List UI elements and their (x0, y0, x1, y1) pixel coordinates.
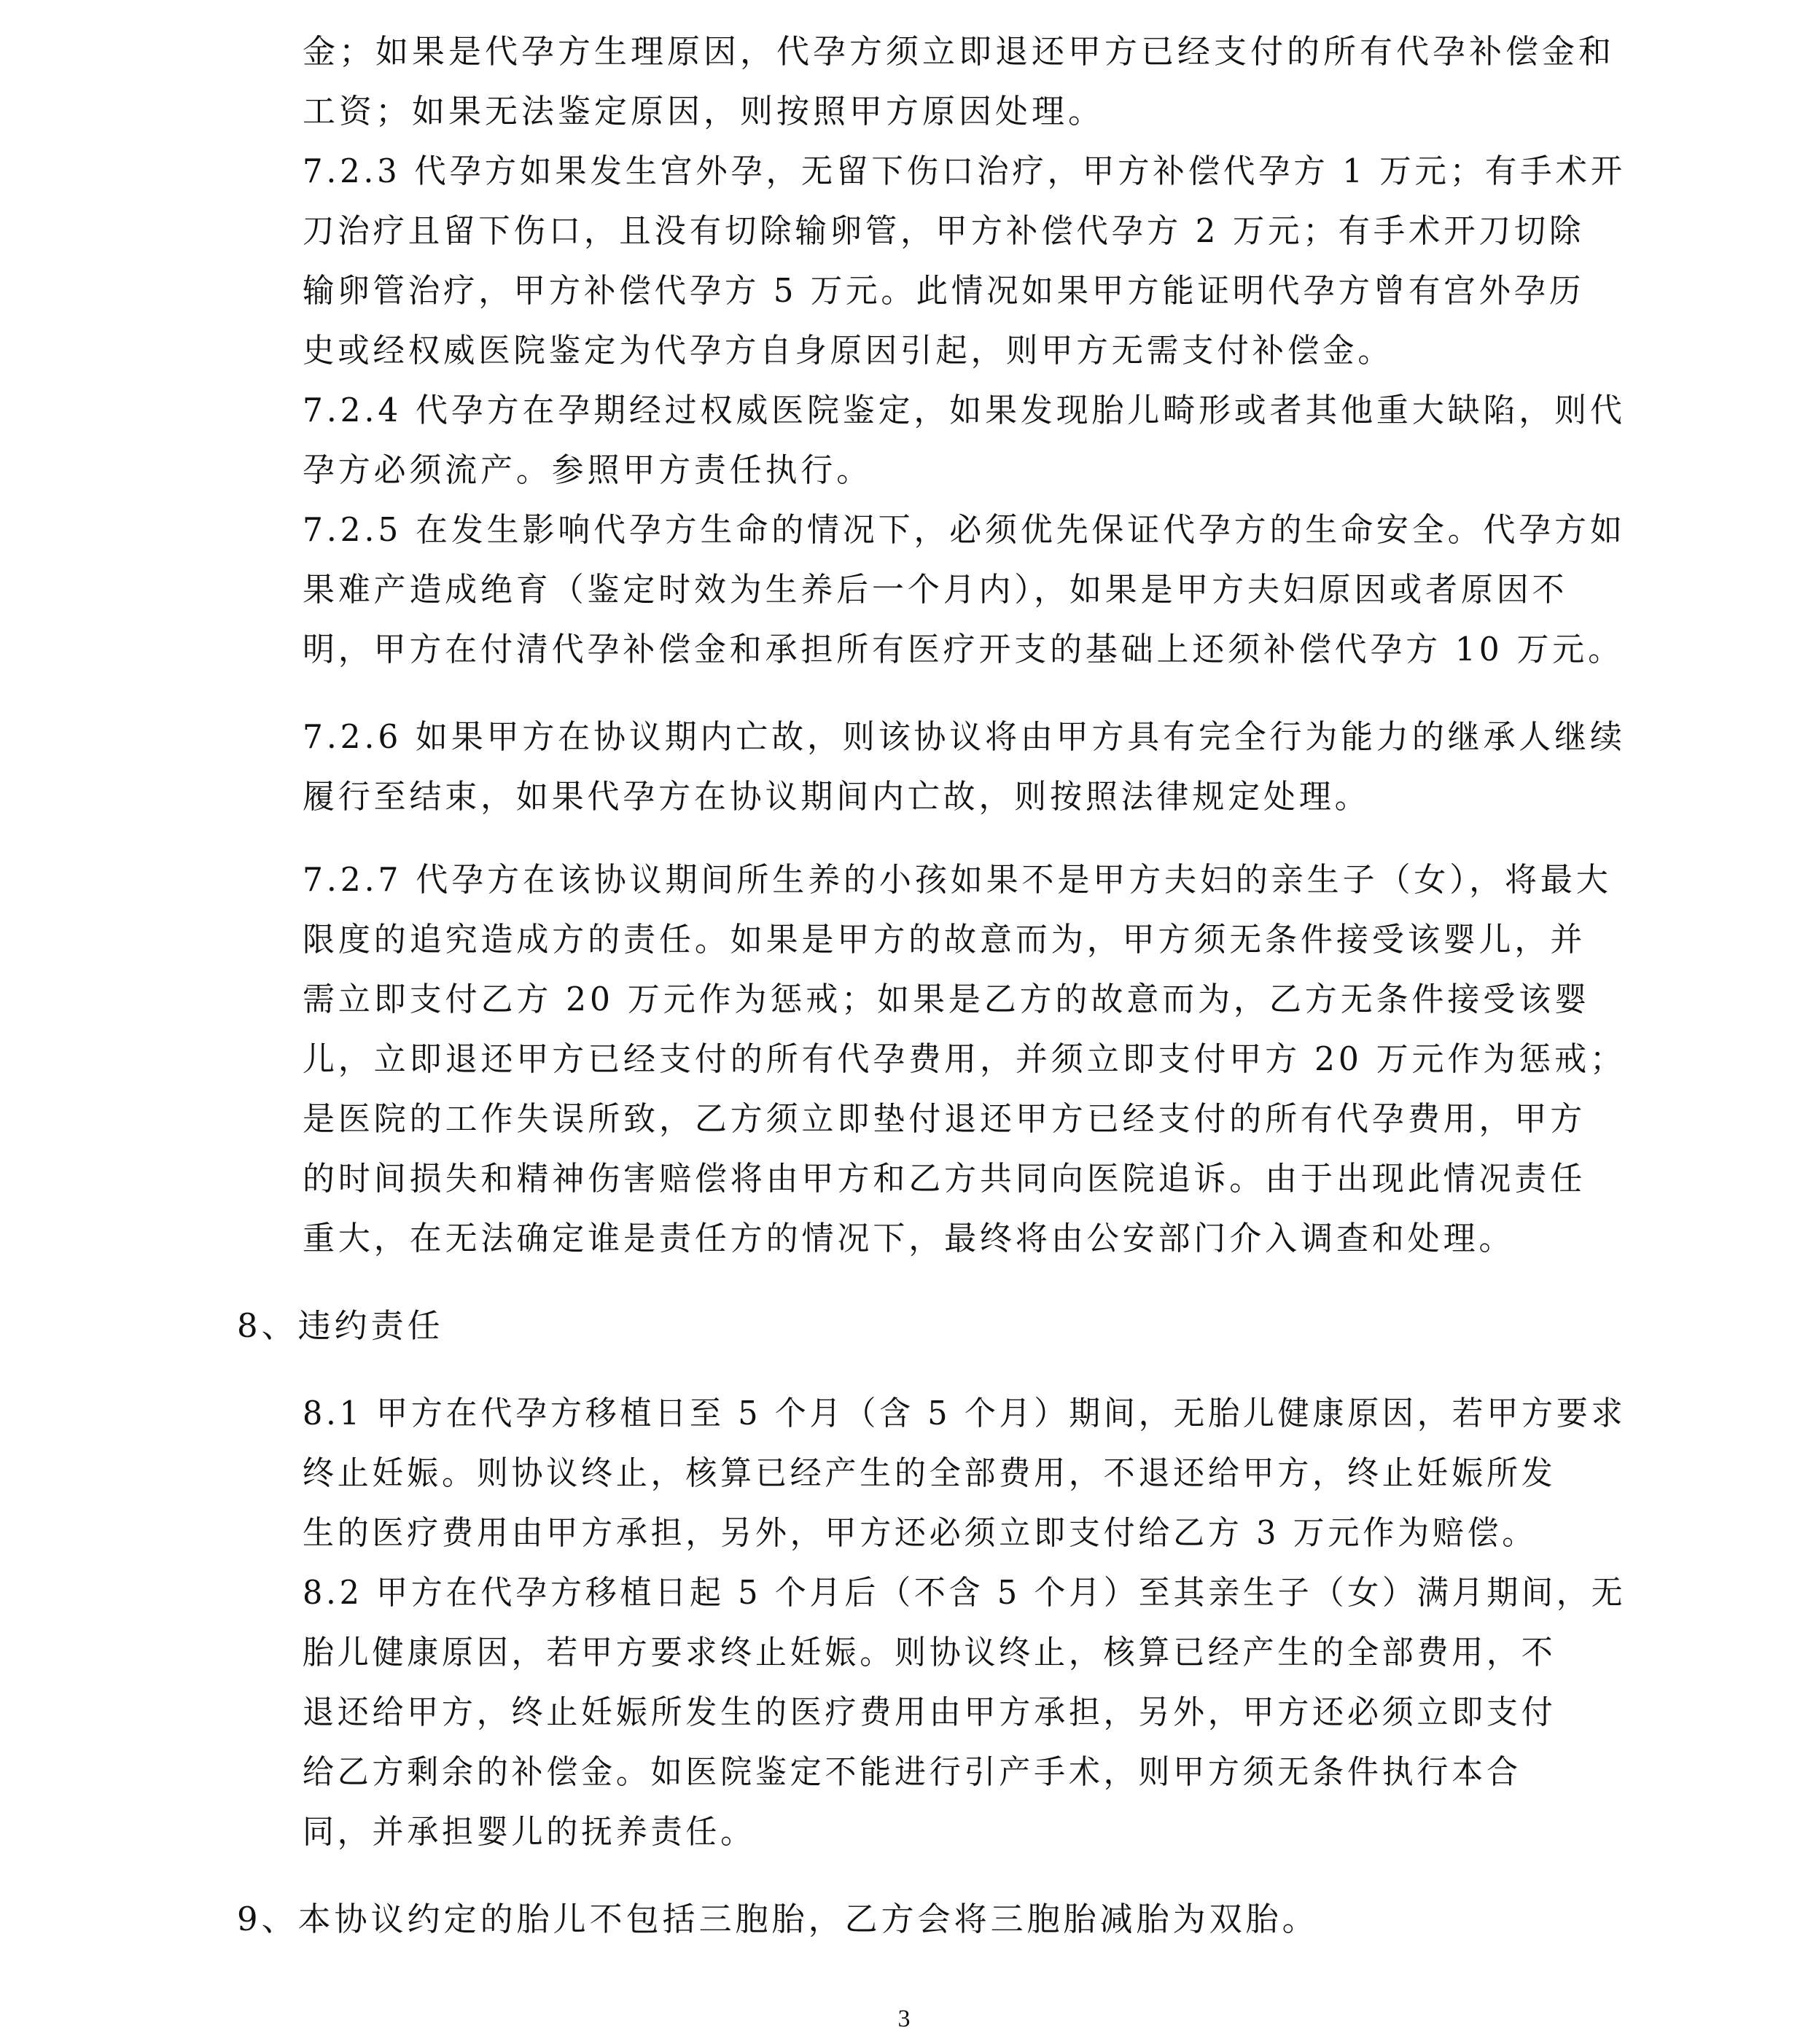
text-line: 7.2.4 代孕方在孕期经过权威医院鉴定，如果发现胎儿畸形或者其他重大缺陷，则代 (303, 391, 1626, 429)
text-line: 终止妊娠。则协议终止，核算已经产生的全部费用，不退还给甲方，终止妊娠所发 (303, 1454, 1556, 1492)
text-line: 退还给甲方，终止妊娠所发生的医疗费用由甲方承担，另外，甲方还必须立即支付 (303, 1693, 1556, 1731)
text-line: 生的医疗费用由甲方承担，另外，甲方还必须立即支付给乙方 3 万元作为赔偿。 (303, 1513, 1538, 1552)
text-line: 限度的追究造成方的责任。如果是甲方的故意而为，甲方须无条件接受该婴儿，并 (303, 920, 1586, 959)
clause-7-2-6 (303, 707, 1658, 827)
section-9 (237, 1889, 1319, 1949)
clause-8-2 (303, 1563, 1688, 1862)
text-line: 重大，在无法确定谁是责任方的情况下，最终将由公安部门介入调查和处理。 (303, 1219, 1515, 1257)
text-line: 金；如果是代孕方生理原因，代孕方须立即退还甲方已经支付的所有代孕补偿金和 (303, 32, 1616, 71)
clause-8-1 (303, 1384, 1688, 1563)
text-line: 8.1 甲方在代孕方移植日至 5 个月（含 5 个月）期间，无胎儿健康原因，若甲方要求 (303, 1394, 1626, 1432)
text-line: 的时间损失和精神伤害赔偿将由甲方和乙方共同向医院追诉。由于出现此情况责任 (303, 1159, 1586, 1198)
text-line: 7.2.3 代孕方如果发生宫外孕，无留下伤口治疗，甲方补偿代孕方 1 万元；有手术开 (303, 152, 1626, 190)
clause-7-2-3 (303, 141, 1674, 381)
text-line: 7.2.7 代孕方在该协议期间所生养的小孩如果不是甲方夫妇的亲生子（女），将最大 (303, 860, 1612, 899)
text-line: 履行至结束，如果代孕方在协议期间内亡故，则按照法律规定处理。 (303, 777, 1371, 816)
text-line: 输卵管治疗，甲方补偿代孕方 5 万元。此情况如果甲方能证明代孕方曾有宫外孕历 (303, 271, 1585, 310)
text-line: 7.2.6 如果甲方在协议期内亡故，则该协议将由甲方具有完全行为能力的继承人继续 (303, 717, 1626, 756)
page-number: 3 (897, 2005, 911, 2032)
text-line: 同，并承担婴儿的抚养责任。 (303, 1812, 755, 1851)
paragraph-7-2-2-continued (303, 22, 1615, 141)
text-line: 果难产造成绝育（鉴定时效为生养后一个月内），如果是甲方夫妇原因或者原因不 (303, 570, 1568, 609)
clause-7-2-4 (303, 381, 1658, 500)
text-line: 是医院的工作失误所致，乙方须立即垫付退还甲方已经支付的所有代孕费用，甲方 (303, 1099, 1586, 1138)
text-line: 9、本协议约定的胎儿不包括三胞胎，乙方会将三胞胎减胎为双胎。 (237, 1900, 1319, 1938)
text-line: 孕方必须流产。参照甲方责任执行。 (303, 450, 873, 489)
text-line: 明，甲方在付清代孕补偿金和承担所有医疗开支的基础上还须补偿代孕方 10 万元。 (303, 630, 1624, 668)
text-line: 工资；如果无法鉴定原因，则按照甲方原因处理。 (303, 92, 1105, 130)
text-line: 刀治疗且留下伤口，且没有切除输卵管，甲方补偿代孕方 2 万元；有手术开刀切除 (303, 211, 1585, 250)
text-line: 史或经权威医院鉴定为代孕方自身原因引起，则甲方无需支付补偿金。 (303, 331, 1393, 370)
text-line: 需立即支付乙方 20 万元作为惩戒；如果是乙方的故意而为，乙方无条件接受该婴 (303, 980, 1590, 1018)
text-line: 儿，立即退还甲方已经支付的所有代孕费用，并须立即支付甲方 20 万元作为惩戒； (303, 1039, 1626, 1078)
text-line: 7.2.5 在发生影响代孕方生命的情况下，必须优先保证代孕方的生命安全。代孕方如 (303, 510, 1626, 549)
clause-7-2-7 (303, 850, 1656, 1268)
text-line: 胎儿健康原因，若甲方要求终止妊娠。则协议终止，核算已经产生的全部费用，不 (303, 1633, 1556, 1672)
clause-7-2-5 (303, 500, 1658, 679)
text-line: 8、违约责任 (237, 1306, 444, 1345)
text-line: 给乙方剩余的补偿金。如医院鉴定不能进行引产手术，则甲方须无条件执行本合 (303, 1752, 1521, 1791)
text-line: 8.2 甲方在代孕方移植日起 5 个月后（不含 5 个月）至其亲生子（女）满月期间，无 (303, 1573, 1626, 1612)
section-8-heading (237, 1296, 444, 1356)
